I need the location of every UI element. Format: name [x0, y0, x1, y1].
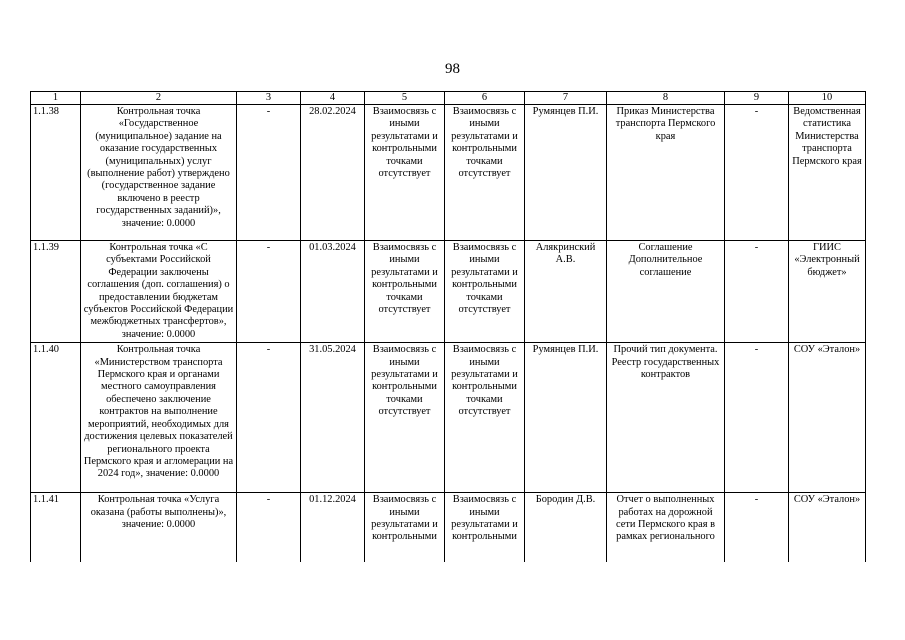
page-number: 98 [445, 61, 460, 77]
control-point-title: Контрольная точка «С субъектами Российской Федерации заключены соглашения (доп. соглашения) о предоставлении бюджетам субъектов Российской Федерации межбюджетных трансфертов», значение: 0.0000 [81, 241, 237, 343]
control-points-table [30, 91, 866, 562]
confirming-document: Прочий тип документа. Реестр государственных контрактов [607, 343, 725, 493]
information-system: СОУ «Эталон» [789, 493, 866, 563]
control-point-title: Контрольная точка «Министерством транспорта Пермского края и органами местного самоуправления обеспечено заключение контрактов на выполнение мероприятий, необходимых для достижения целевых показателей регионального проекта Пермского края и агломерации на 2024 год», значение: 0.0000 [81, 343, 237, 493]
predecessor-link: Взаимосвязь с иными результатами и контрольными точками отсутствует [365, 241, 445, 343]
column-9-value: - [725, 241, 789, 343]
due-date: 28.02.2024 [301, 105, 365, 241]
column-9-value: - [725, 105, 789, 241]
predecessor-link: Взаимосвязь с иными результатами и контрольными точками отсутствует [365, 343, 445, 493]
successor-link: Взаимосвязь с иными результатами и контрольными [445, 493, 525, 563]
control-point-title: Контрольная точка «Услуга оказана (работы выполнены)», значение: 0.0000 [81, 493, 237, 563]
column-header-7: 7 [525, 92, 607, 105]
column-header-9: 9 [725, 92, 789, 105]
confirming-document: Приказ Министерства транспорта Пермского края [607, 105, 725, 241]
table-row [31, 493, 866, 563]
information-system: Ведомственная статистика Министерства транспорта Пермского края [789, 105, 866, 241]
table-row [31, 241, 866, 343]
responsible-person: Румянцев П.И. [525, 343, 607, 493]
row-number: 1.1.40 [31, 343, 81, 493]
information-system: СОУ «Эталон» [789, 343, 866, 493]
successor-link: Взаимосвязь с иными результатами и контрольными точками отсутствует [445, 241, 525, 343]
column-header-6: 6 [445, 92, 525, 105]
due-date: 31.05.2024 [301, 343, 365, 493]
row-number: 1.1.39 [31, 241, 81, 343]
column-9-value: - [725, 343, 789, 493]
row-number: 1.1.41 [31, 493, 81, 563]
column-9-value: - [725, 493, 789, 563]
due-date: 01.12.2024 [301, 493, 365, 563]
predecessor-link: Взаимосвязь с иными результатами и контрольными точками отсутствует [365, 105, 445, 241]
predecessor-link: Взаимосвязь с иными результатами и контрольными [365, 493, 445, 563]
column-header-8: 8 [607, 92, 725, 105]
column-header-1: 1 [31, 92, 81, 105]
row-number: 1.1.38 [31, 105, 81, 241]
control-point-title: Контрольная точка «Государственное (муниципальное) задание на оказание государственных (муниципальных) услуг (выполнение работ) утверждено (государственное задание включено в реестр государственных заданий)», значение: 0.0000 [81, 105, 237, 241]
column-3-value: - [237, 105, 301, 241]
responsible-person: Алякринский А.В. [525, 241, 607, 343]
successor-link: Взаимосвязь с иными результатами и контрольными точками отсутствует [445, 343, 525, 493]
column-3-value: - [237, 493, 301, 563]
header-row [31, 92, 866, 105]
column-header-5: 5 [365, 92, 445, 105]
responsible-person: Бородин Д.В. [525, 493, 607, 563]
due-date: 01.03.2024 [301, 241, 365, 343]
column-3-value: - [237, 343, 301, 493]
column-header-3: 3 [237, 92, 301, 105]
responsible-person: Румянцев П.И. [525, 105, 607, 241]
table-row [31, 105, 866, 241]
confirming-document: Отчет о выполненных работах на дорожной сети Пермского края в рамках регионального [607, 493, 725, 563]
column-header-4: 4 [301, 92, 365, 105]
confirming-document: Соглашение Дополнительное соглашение [607, 241, 725, 343]
column-header-10: 10 [789, 92, 866, 105]
column-3-value: - [237, 241, 301, 343]
successor-link: Взаимосвязь с иными результатами и контрольными точками отсутствует [445, 105, 525, 241]
column-header-2: 2 [81, 92, 237, 105]
information-system: ГИИС «Электронный бюджет» [789, 241, 866, 343]
table-row [31, 343, 866, 493]
